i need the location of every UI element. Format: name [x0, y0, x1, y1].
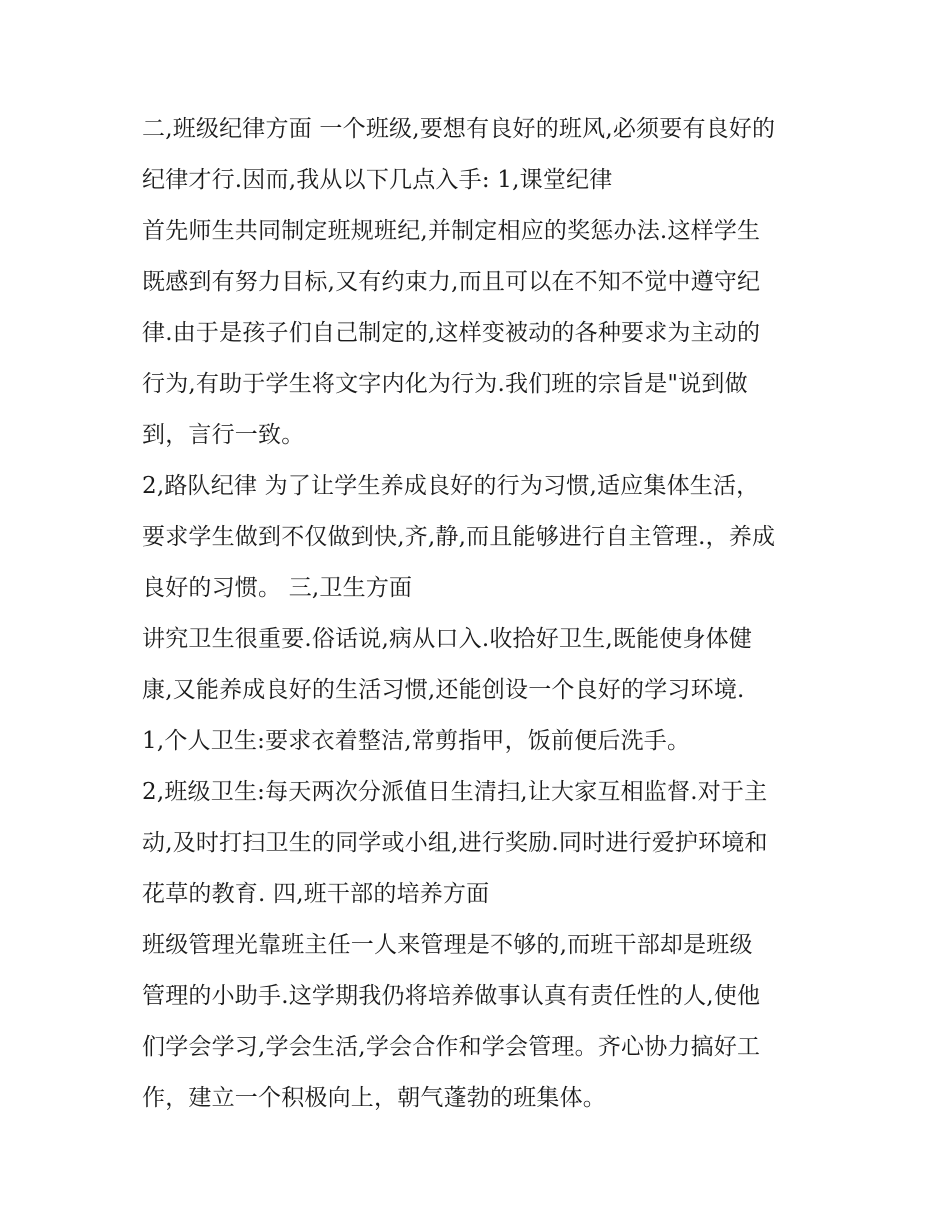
text-line: 行为,有助于学生将文字内化为行为.我们班的宗旨是"说到做 — [142, 371, 748, 397]
text-line: 康,又能养成良好的生活习惯,还能创设一个良好的学习环境. — [142, 677, 745, 703]
text-line: 既感到有努力目标,又有约束力,而且可以在不知不觉中遵守纪 — [142, 269, 761, 295]
text-line: 纪律才行.因而,我从以下几点入手: 1,课堂纪律 — [142, 167, 613, 193]
text-line: 2,班级卫生:每天两次分派值日生清扫,让大家互相监督.对于主 — [142, 779, 768, 805]
text-line: 首先师生共同制定班规班纪,并制定相应的奖惩办法.这样学生 — [142, 218, 761, 244]
text-line: 花草的教育. 四,班干部的培养方面 — [142, 881, 490, 907]
text-line: 讲究卫生很重要.俗话说,病从口入.收拾好卫生,既能使身体健 — [142, 626, 753, 652]
text-line: 良好的习惯。 三,卫生方面 — [142, 575, 413, 601]
text-line: 1,个人卫生:要求衣着整洁,常剪指甲，饭前便后洗手。 — [142, 728, 691, 754]
text-line: 班级管理光靠班主任一人来管理是不够的,而班干部却是班级 — [142, 932, 753, 958]
text-line: 到，言行一致。 — [142, 422, 305, 448]
text-line: 2,路队纪律 为了让学生养成良好的行为习惯,适应集体生活， — [142, 473, 760, 499]
text-line: 们学会学习,学会生活,学会合作和学会管理。齐心协力搞好工 — [142, 1034, 761, 1060]
text-line: 律.由于是孩子们自己制定的,这样变被动的各种要求为主动的 — [142, 320, 761, 346]
text-line: 二,班级纪律方面 一个班级,要想有良好的班风,必须要有良好的 — [142, 116, 776, 142]
text-line: 动,及时打扫卫生的同学或小组,进行奖励.同时进行爱护环境和 — [142, 830, 768, 856]
text-line: 管理的小助手.这学期我仍将培养做事认真有责任性的人,使他 — [142, 983, 761, 1009]
body-text — [142, 104, 822, 1124]
text-line: 要求学生做到不仅做到快,齐,静,而且能够进行自主管理.，养成 — [142, 524, 776, 550]
text-line: 作，建立一个积极向上，朝气蓬勃的班集体。 — [142, 1085, 606, 1111]
